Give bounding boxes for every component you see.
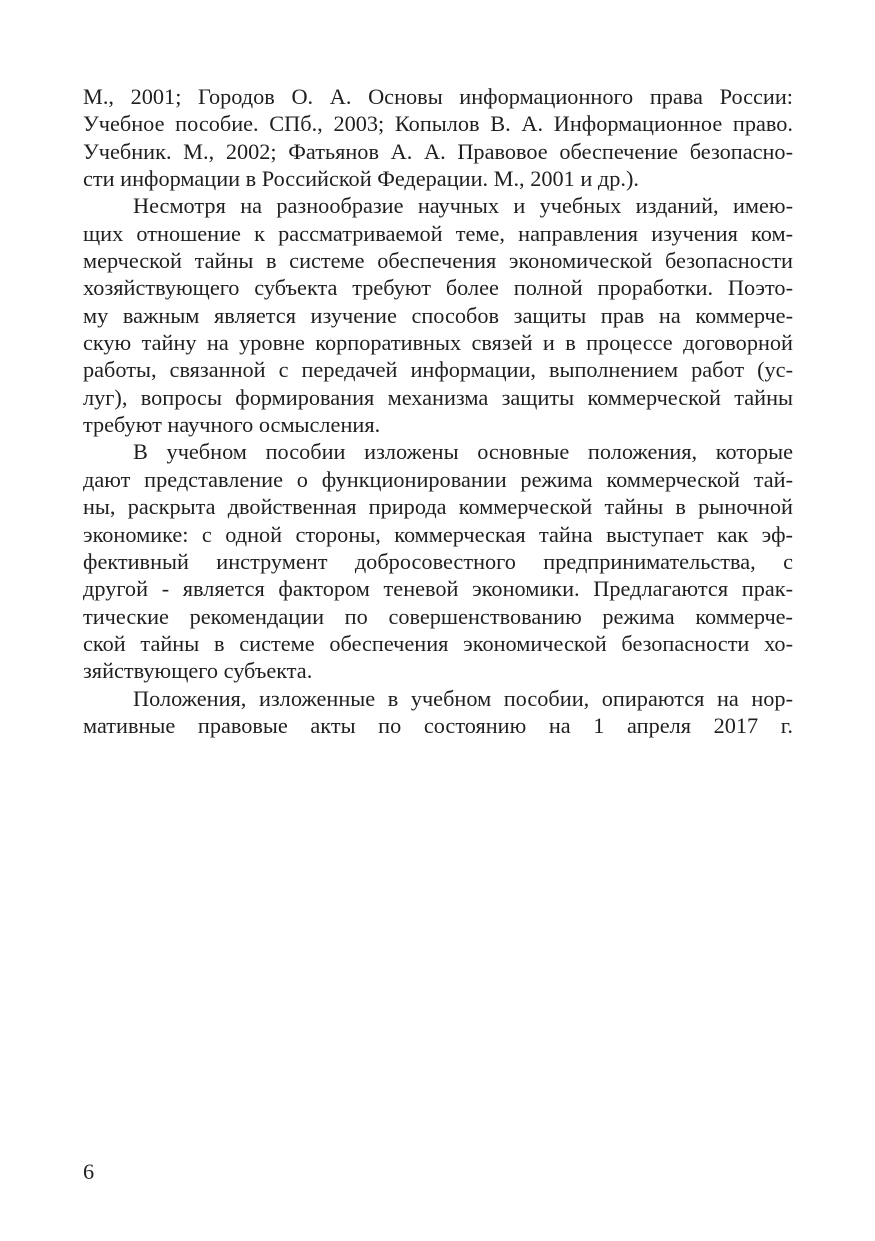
text-line: мативные правовые акты по состоянию на 1 апреля 2017 г. — [83, 712, 793, 738]
text-line: мерческой тайны в системе обеспечения экономической безопасности — [83, 248, 793, 274]
page-number: 6 — [83, 1159, 95, 1184]
text-line: зяйствующего субъекта. — [83, 658, 313, 684]
text-line: фективный инструмент добросовестного предпринимательства, с — [83, 548, 793, 574]
text-line: работы, связанной с передачей информации, выполнением работ (ус- — [83, 357, 793, 383]
text-line: Учебное пособие. СПб., 2003; Копылов В. А. Информационное право. — [83, 111, 793, 137]
text-line: другой - является фактором теневой экономики. Предлагаются прак- — [83, 576, 793, 602]
text-line: луг), вопросы формирования механизма защиты коммерческой тайны — [83, 384, 793, 410]
text-line: М., 2001; Городов О. А. Основы информационного права России: — [83, 84, 793, 109]
text-line: требуют научного осмысления. — [83, 412, 381, 438]
text-line: ны, раскрыта двойственная природа коммерческой тайны в рыночной — [83, 494, 793, 520]
text-line: экономике: с одной стороны, коммерческая тайна выступает как эф- — [83, 521, 793, 547]
text-line: Несмотря на разнообразие научных и учебных изданий, имею- — [133, 193, 793, 219]
text-line: дают представление о функционировании режима коммерческой тай- — [83, 466, 793, 492]
body-text — [83, 83, 793, 739]
text-line: Учебник. М., 2002; Фатьянов А. А. Правовое обеспечение безопасно- — [83, 138, 793, 164]
text-line: В учебном пособии изложены основные положения, которые — [133, 439, 793, 465]
text-line: щих отношение к рассматриваемой теме, направления изучения ком- — [83, 220, 793, 246]
text-line: хозяйствующего субъекта требуют более полной проработки. Поэто- — [83, 275, 793, 301]
text-line: скую тайну на уровне корпоративных связей и в процессе договорной — [83, 330, 793, 356]
text-line: му важным является изучение способов защиты прав на коммерче- — [83, 302, 793, 328]
text-line: тические рекомендации по совершенствованию режима коммерче- — [83, 603, 793, 629]
text-line: Положения, изложенные в учебном пособии, опираются на нор- — [133, 685, 793, 711]
text-line: ской тайны в системе обеспечения экономической безопасности хо- — [83, 630, 793, 656]
text-line: сти информации в Российской Федерации. М., 2001 и др.). — [83, 166, 639, 192]
